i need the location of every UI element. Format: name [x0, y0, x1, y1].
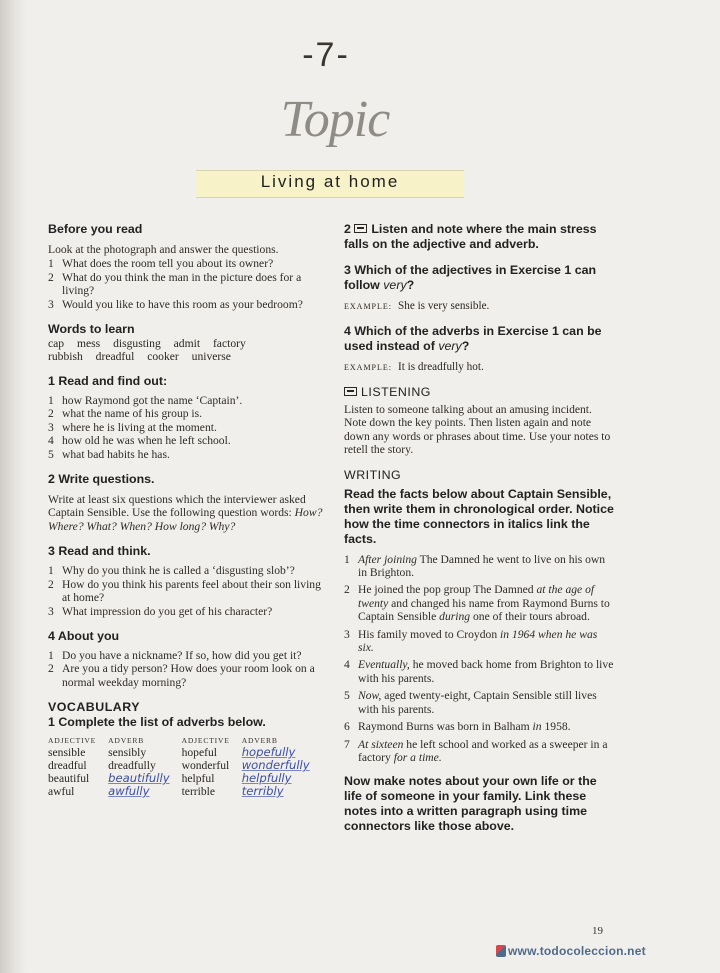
section-heading: 1 Read and find out:: [48, 374, 168, 389]
heading-italic: very: [438, 339, 462, 353]
item-text: how Raymond got the name ‘Captain’.: [62, 394, 243, 408]
word-line: rubbish dreadful cooker universe: [48, 350, 231, 364]
exercise-2-heading: [344, 222, 614, 252]
time-connector: at the age of twenty: [358, 583, 595, 610]
item-number: 2: [48, 270, 54, 284]
section-intro: Look at the photograph and answer the questions.: [48, 243, 279, 256]
item-number: 6: [344, 720, 350, 734]
section-heading: LISTENING: [361, 385, 431, 399]
read-find-out-section: [48, 374, 326, 461]
cassette-icon: [344, 387, 357, 396]
section-heading: Words to learn: [48, 322, 135, 337]
handwritten-answer: wonderfully: [241, 758, 310, 773]
question-list: [48, 649, 326, 689]
item-number: 7: [344, 737, 350, 751]
item-text: what bad habits he has.: [62, 447, 170, 461]
question-list: [48, 564, 326, 618]
facts-list: [344, 553, 614, 765]
item-text: Would you like to have this room as your bedroom?: [62, 297, 303, 311]
item-text: Do you have a nickname? If so, how did you get it?: [62, 648, 302, 662]
exercise-2-section: [344, 222, 614, 252]
section-heading: Before you read: [48, 222, 143, 236]
writing-instruction: Read the facts below about Captain Sensible, then write them in chronological order. Notice how the time connectors in italics link the facts.: [344, 486, 614, 546]
fact-text: The Damned he went to live on his own in Brighton.: [358, 552, 606, 580]
topic-heading: Topic: [280, 91, 390, 148]
adjective-cell: sensible: [48, 746, 86, 760]
fact-item: [344, 583, 614, 623]
section-heading: 2 Write questions.: [48, 472, 155, 487]
exercise-3-section: [344, 263, 614, 313]
item-number: 1: [48, 648, 54, 662]
time-connector: After joining: [358, 552, 417, 566]
time-connector: in: [532, 720, 542, 734]
item-number: 1: [48, 394, 54, 408]
fact-item: [344, 738, 614, 765]
adverb-table-body: [48, 746, 322, 798]
fact-text: one of their tours abroad.: [470, 610, 590, 624]
question-list: [48, 257, 326, 311]
fact-text: Raymond Burns was born in Balham: [358, 720, 533, 734]
list-item: [48, 649, 326, 662]
list-item: [48, 434, 326, 447]
example-line: [344, 300, 614, 313]
watermark: [496, 944, 646, 958]
handwritten-answer: awfully: [108, 784, 150, 799]
item-number: 3: [48, 420, 54, 434]
list-item: [48, 448, 326, 461]
fact-item: [344, 628, 614, 655]
topic-title: Living at home: [260, 172, 400, 191]
question-words: How? Where? What? When? How long? Why?: [48, 506, 323, 533]
time-connector: for a time.: [393, 750, 442, 764]
handwritten-answer: hopefully: [241, 745, 296, 760]
adjective-cell: terrible: [181, 785, 216, 799]
example-text: It is dreadfully hot.: [398, 361, 484, 373]
section-heading: 4 About you: [48, 628, 120, 643]
table-row: [48, 785, 322, 798]
item-number: 1: [344, 552, 350, 566]
item-text: What impression do you get of his character?: [62, 604, 273, 618]
section-heading: 3 Read and think.: [48, 544, 151, 559]
list-item: [48, 662, 326, 689]
unit-number: -7-: [302, 36, 350, 74]
cassette-icon: [354, 224, 367, 233]
fact-text: he moved back home from Brighton to live with his parents.: [358, 658, 614, 685]
handwritten-answer: terribly: [241, 784, 284, 799]
fact-item: [344, 553, 614, 580]
list-item: [48, 578, 326, 605]
example-label: EXAMPLE:: [344, 302, 392, 311]
vocabulary-section: [48, 700, 326, 798]
fact-item: [344, 720, 614, 733]
example-label: EXAMPLE:: [344, 363, 392, 372]
list-item: [48, 407, 326, 420]
exercise-3-heading: [344, 263, 614, 293]
adverb-cell: dreadfully: [108, 759, 156, 773]
item-number: 3: [344, 627, 350, 641]
item-number: 4: [48, 434, 54, 448]
adjective-cell: helpful: [181, 772, 215, 786]
heading-plain: 4 Which of the adverbs in Exercise 1 can be used instead of: [344, 324, 602, 353]
item-number: 3: [48, 604, 54, 618]
heading-italic: very: [383, 278, 407, 292]
item-text: How do you think his parents feel about their son living at home?: [62, 577, 321, 605]
list-item: [48, 298, 326, 311]
read-think-section: [48, 544, 326, 618]
adjective-cell: wonderful: [181, 759, 230, 773]
column-header: ADVERB: [241, 736, 278, 746]
vocabulary-subheading: 1 Complete the list of adverbs below.: [48, 715, 266, 730]
left-column: [48, 222, 326, 809]
handwritten-answer: beautifully: [108, 771, 170, 786]
watermark-text: www.todocoleccion.net: [508, 944, 646, 958]
list-item: [48, 421, 326, 434]
fact-text: He joined the pop group The Damned: [358, 583, 537, 597]
time-connector: in 1964 when he was six.: [358, 627, 598, 655]
item-text: What do you think the man in the picture does for a living?: [62, 270, 302, 298]
listening-heading: [344, 385, 614, 400]
heading-end: ?: [406, 278, 415, 292]
item-number: 2: [48, 407, 54, 421]
section-heading: WRITING: [344, 467, 402, 482]
section-heading: VOCABULARY: [48, 700, 140, 715]
writing-closing: Now make notes about your own life or the life of someone in your family. Link these notes into a written paragraph using time connectors like those above.: [344, 774, 597, 834]
about-you-section: [48, 629, 326, 689]
column-header: ADJECTIVE: [48, 736, 97, 746]
heading-plain: 3 Which of the adjectives in Exercise 1 can follow: [344, 263, 597, 292]
item-number: 5: [48, 447, 54, 461]
exercise-number: 2: [344, 222, 351, 236]
column-header: ADJECTIVE: [181, 736, 230, 746]
exercise-4-heading: [344, 324, 614, 354]
writing-section: [344, 468, 614, 835]
fact-text: he left school and worked as a sweeper in a factory: [358, 737, 608, 764]
exercise-text: Listen and note where the main stress falls on the adjective and adverb.: [344, 222, 597, 251]
section-text: [48, 493, 326, 533]
item-text: Why do you think he is called a ‘disgusting slob’?: [62, 564, 295, 578]
words-to-learn-section: [48, 322, 326, 363]
list-item: [48, 257, 326, 270]
listening-section: [344, 385, 614, 457]
page-number: 19: [592, 925, 603, 937]
adjective-cell: dreadful: [48, 759, 87, 773]
fact-text: and changed his name from Raymond Burns to Captain Sensible: [358, 596, 610, 624]
example-text: She is very sensible.: [398, 300, 490, 312]
item-number: 3: [48, 297, 54, 311]
list-item: [48, 271, 326, 298]
list-item: [48, 564, 326, 577]
fact-item: [344, 658, 614, 685]
list-item: [48, 394, 326, 407]
adjective-cell: beautiful: [48, 772, 90, 786]
listening-text: Listen to someone talking about an amusing incident. Note down the key points. Then listen again and note down any words or phrases about time. Use your notes to retell the story.: [344, 403, 611, 457]
fact-text: His family moved to Croydon: [358, 627, 501, 641]
item-text: what the name of his group is.: [62, 407, 203, 421]
fact-item: [344, 689, 614, 716]
item-number: 5: [344, 689, 350, 703]
column-header: ADVERB: [108, 736, 145, 746]
exercise-4-section: [344, 324, 614, 374]
adverb-cell: sensibly: [108, 746, 147, 760]
time-connector: Now,: [358, 689, 382, 703]
heading-end: ?: [461, 339, 470, 353]
book-spine-shadow: [0, 0, 26, 973]
handwritten-answer: helpfully: [241, 771, 292, 786]
adjective-cell: awful: [48, 785, 75, 799]
item-number: 1: [48, 564, 54, 578]
item-number: 2: [48, 662, 54, 676]
item-text: Are you a tidy person? How does your room look on a normal weekday morning?: [62, 662, 315, 689]
item-text: What does the room tell you about its owner?: [62, 257, 274, 271]
adverb-table: [48, 736, 322, 798]
before-you-read-section: [48, 222, 326, 311]
time-connector: during: [439, 610, 471, 624]
write-questions-section: [48, 472, 326, 533]
fact-text: 1958.: [541, 720, 571, 734]
example-line: [344, 361, 614, 374]
question-list: [48, 394, 326, 461]
item-text: where he is living at the moment.: [62, 420, 217, 434]
adjective-cell: hopeful: [181, 746, 217, 760]
item-number: 2: [344, 583, 350, 597]
item-number: 4: [344, 658, 350, 672]
item-number: 2: [48, 577, 54, 591]
list-item: [48, 605, 326, 618]
word-line: cap mess disgusting admit factory: [48, 337, 246, 351]
right-column: [344, 222, 614, 845]
time-connector: Eventually,: [358, 658, 410, 672]
watermark-logo-icon: [496, 945, 506, 957]
item-text: how old he was when he left school.: [62, 434, 231, 448]
item-number: 1: [48, 257, 54, 271]
time-connector: At sixteen: [358, 737, 404, 751]
section-text-plain: Write at least six questions which the interviewer asked Captain Sensible. Use the following question words:: [48, 493, 306, 520]
fact-text: aged twenty-eight, Captain Sensible still lives with his parents.: [358, 689, 597, 716]
